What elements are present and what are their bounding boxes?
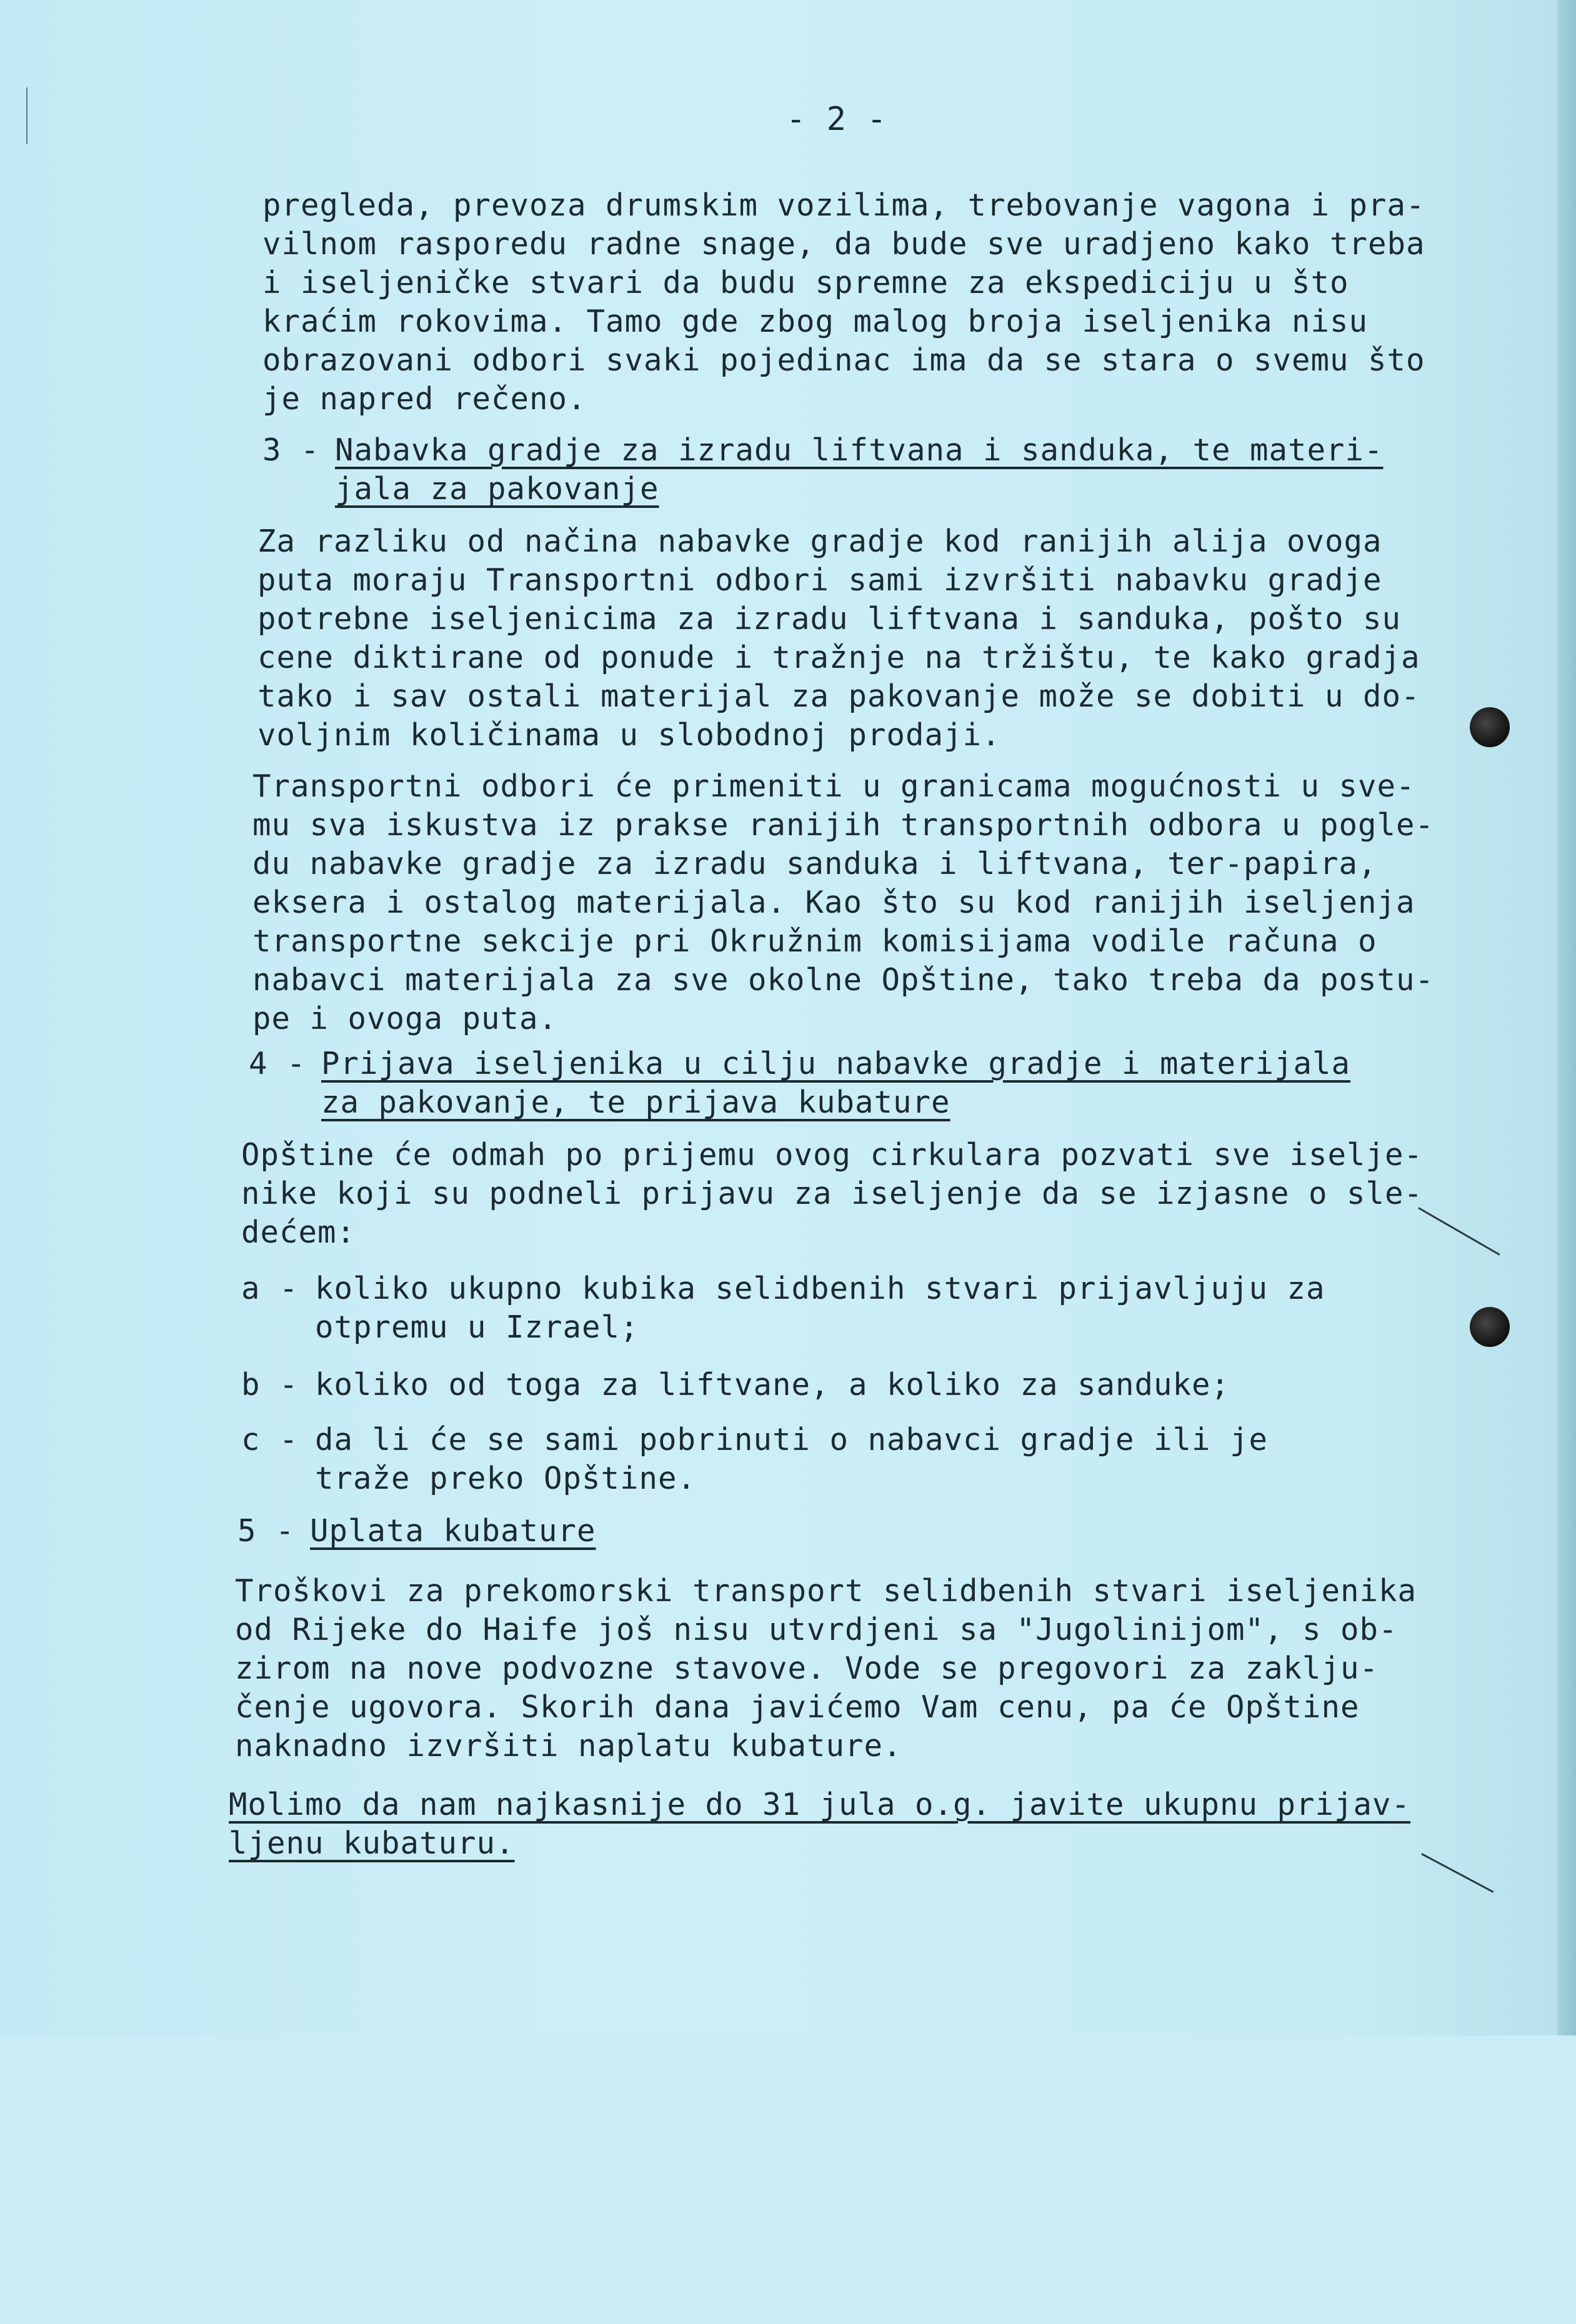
- section-number: 3 -: [262, 432, 320, 468]
- paragraph-line: čenje ugovora. Skorih dana javićemo Vam cenu, pa će Opštine: [235, 1689, 1360, 1725]
- paragraph-line: nike koji su podneli prijavu za iseljenje da se izjasne o sle-: [241, 1176, 1424, 1211]
- paragraph-line: transportne sekcije pri Okružnim komisijama vodile računa o: [252, 923, 1377, 959]
- section-heading: Prijava iseljenika u cilju nabavke gradje i materijala: [321, 1046, 1351, 1081]
- intro-line: obrazovani odbori svaki pojedinac ima da se stara o svemu što: [262, 342, 1425, 378]
- intro-line: pregleda, prevoza drumskim vozilima, trebovanje vagona i pra-: [262, 187, 1425, 223]
- paragraph-line: mu sva iskustva iz prakse ranijih transportnih odbora u pogle-: [252, 807, 1435, 843]
- paragraph-line: tako i sav ostali materijal za pakovanje može se dobiti u do-: [257, 678, 1420, 714]
- list-item: traže preko Opštine.: [315, 1461, 697, 1496]
- closing-line: ljenu kubaturu.: [229, 1825, 515, 1861]
- section-heading: za pakovanje, te prijava kubature: [321, 1085, 950, 1120]
- list-item: koliko od toga za liftvane, a koliko za sanduke;: [315, 1367, 1230, 1403]
- section-heading: Nabavka gradje za izradu liftvana i sanduka, te materi-: [335, 432, 1384, 468]
- list-label: c -: [241, 1422, 299, 1457]
- list-item: da li će se sami pobrinuti o nabavci gradje ili je: [315, 1422, 1269, 1457]
- list-item: koliko ukupno kubika selidbenih stvari prijavljuju za: [315, 1271, 1325, 1306]
- paragraph-line: puta moraju Transportni odbori sami izvršiti nabavku gradje: [257, 562, 1382, 598]
- paragraph-line: Troškovi za prekomorski transport selidbenih stvari iseljenika: [235, 1573, 1417, 1609]
- paragraph-line: voljnim količinama u slobodnoj prodaji.: [257, 717, 1001, 753]
- intro-line: vilnom rasporedu radne snage, da bude sve uradjeno kako treba: [262, 226, 1425, 262]
- intro-line: je napred rečeno.: [262, 381, 587, 417]
- section-heading: Uplata kubature: [310, 1513, 596, 1549]
- paragraph-line: od Rijeke do Haife još nisu utvrdjeni sa "Jugolinijom", s ob-: [235, 1612, 1398, 1647]
- page-number: - 2 -: [786, 101, 887, 138]
- paragraph-line: nabavci materijala za sve okolne Opštine, tako treba da postu-: [252, 962, 1435, 998]
- list-item: otpremu u Izrael;: [315, 1309, 639, 1345]
- paragraph-line: cene diktirane od ponude i tražnje na tržištu, te kako gradja: [257, 640, 1420, 675]
- section-number: 5 -: [237, 1513, 295, 1549]
- intro-line: kraćim rokovima. Tamo gde zbog malog broja iseljenika nisu: [262, 304, 1369, 339]
- closing-line: Molimo da nam najkasnije do 31 jula o.g. javite ukupnu prijav-: [229, 1787, 1411, 1822]
- paragraph-line: naknadno izvršiti naplatu kubature.: [235, 1728, 902, 1764]
- section-number: 4 -: [249, 1046, 306, 1081]
- paragraph-line: dećem:: [241, 1214, 356, 1250]
- paragraph-line: Transportni odbori će primeniti u granicama mogućnosti u sve-: [252, 768, 1415, 804]
- section-heading: jala za pakovanje: [335, 471, 659, 507]
- intro-line: i iseljeničke stvari da budu spremne za ekspediciju u što: [262, 265, 1349, 300]
- list-label: b -: [241, 1367, 299, 1403]
- paragraph-line: du nabavke gradje za izradu sanduka i liftvana, ter-papira,: [252, 846, 1377, 881]
- list-label: a -: [241, 1271, 299, 1306]
- paragraph-line: zirom na nove podvozne stavove. Vode se pregovori za zaklju-: [235, 1651, 1379, 1686]
- paragraph-line: pe i ovoga puta.: [252, 1001, 558, 1036]
- paragraph-line: potrebne iseljenicima za izradu liftvana i sanduka, pošto su: [257, 601, 1402, 637]
- paragraph-line: eksera i ostalog materijala. Kao što su kod ranijih iseljenja: [252, 885, 1415, 920]
- paragraph-line: Opštine će odmah po prijemu ovog cirkulara pozvati sve iselje-: [241, 1137, 1424, 1173]
- paragraph-line: Za razliku od načina nabavke gradje kod ranijih alija ovoga: [257, 524, 1382, 559]
